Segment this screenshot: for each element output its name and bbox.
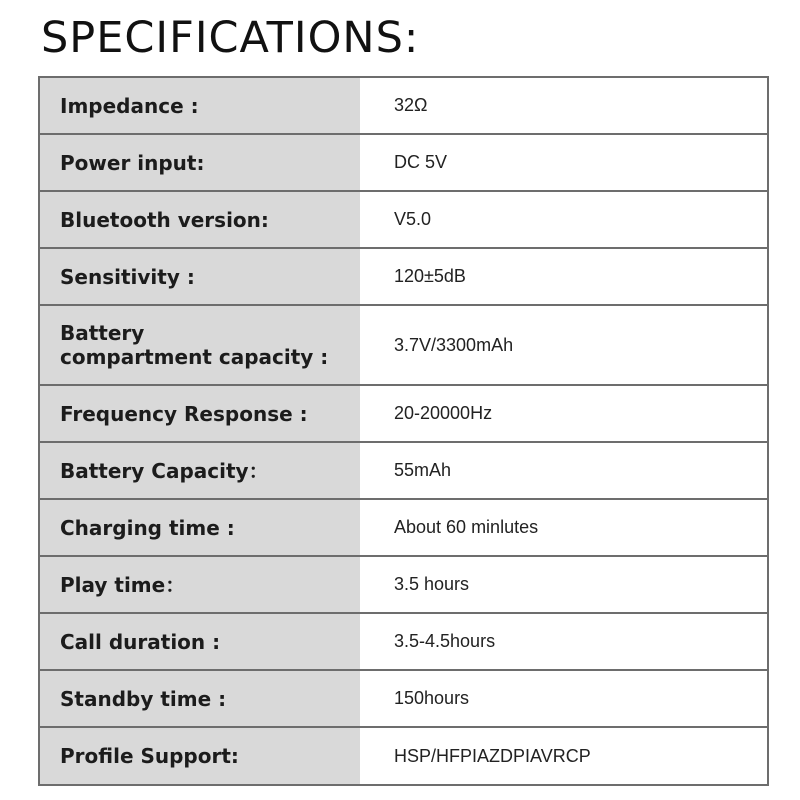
spec-value-battery-capacity: 55mAh bbox=[360, 443, 767, 498]
spec-label-power-input: Power input: bbox=[40, 135, 360, 190]
table-row bbox=[40, 500, 767, 557]
spec-value-frequency-response: 20-20000Hz bbox=[360, 386, 767, 441]
spec-label-bluetooth-version: Bluetooth version: bbox=[40, 192, 360, 247]
spec-label-call-duration: Call duration : bbox=[40, 614, 360, 669]
specifications-table bbox=[38, 76, 769, 786]
table-row bbox=[40, 728, 767, 784]
spec-label-sensitivity: Sensitivity : bbox=[40, 249, 360, 304]
page-title: SPECIFICATIONS: bbox=[41, 13, 420, 63]
spec-value-battery-compartment-capacity: 3.7V/3300mAh bbox=[360, 306, 767, 384]
table-row bbox=[40, 249, 767, 306]
table-row bbox=[40, 386, 767, 443]
table-row bbox=[40, 557, 767, 614]
spec-value-power-input: DC 5V bbox=[360, 135, 767, 190]
spec-value-sensitivity: 120±5dB bbox=[360, 249, 767, 304]
table-row bbox=[40, 443, 767, 500]
spec-label-frequency-response: Frequency Response : bbox=[40, 386, 360, 441]
table-row bbox=[40, 671, 767, 728]
table-row bbox=[40, 192, 767, 249]
table-row bbox=[40, 306, 767, 386]
table-row bbox=[40, 135, 767, 192]
spec-label-battery-compartment-capacity: Battery compartment capacity : bbox=[40, 306, 360, 384]
spec-label-battery-capacity: Battery Capacity： bbox=[40, 443, 360, 498]
spec-label-play-time: Play time： bbox=[40, 557, 360, 612]
spec-label-charging-time: Charging time : bbox=[40, 500, 360, 555]
table-row bbox=[40, 614, 767, 671]
spec-value-charging-time: About 60 minlutes bbox=[360, 500, 767, 555]
table-row bbox=[40, 78, 767, 135]
spec-value-bluetooth-version: V5.0 bbox=[360, 192, 767, 247]
spec-value-call-duration: 3.5-4.5hours bbox=[360, 614, 767, 669]
spec-value-standby-time: 150hours bbox=[360, 671, 767, 726]
spec-value-profile-support: HSP/HFPIAZDPIAVRCP bbox=[360, 728, 767, 784]
spec-label-standby-time: Standby time : bbox=[40, 671, 360, 726]
spec-value-play-time: 3.5 hours bbox=[360, 557, 767, 612]
spec-label-profile-support: Profile Support: bbox=[40, 728, 360, 784]
spec-label-impedance: Impedance : bbox=[40, 78, 360, 133]
spec-value-impedance: 32Ω bbox=[360, 78, 767, 133]
